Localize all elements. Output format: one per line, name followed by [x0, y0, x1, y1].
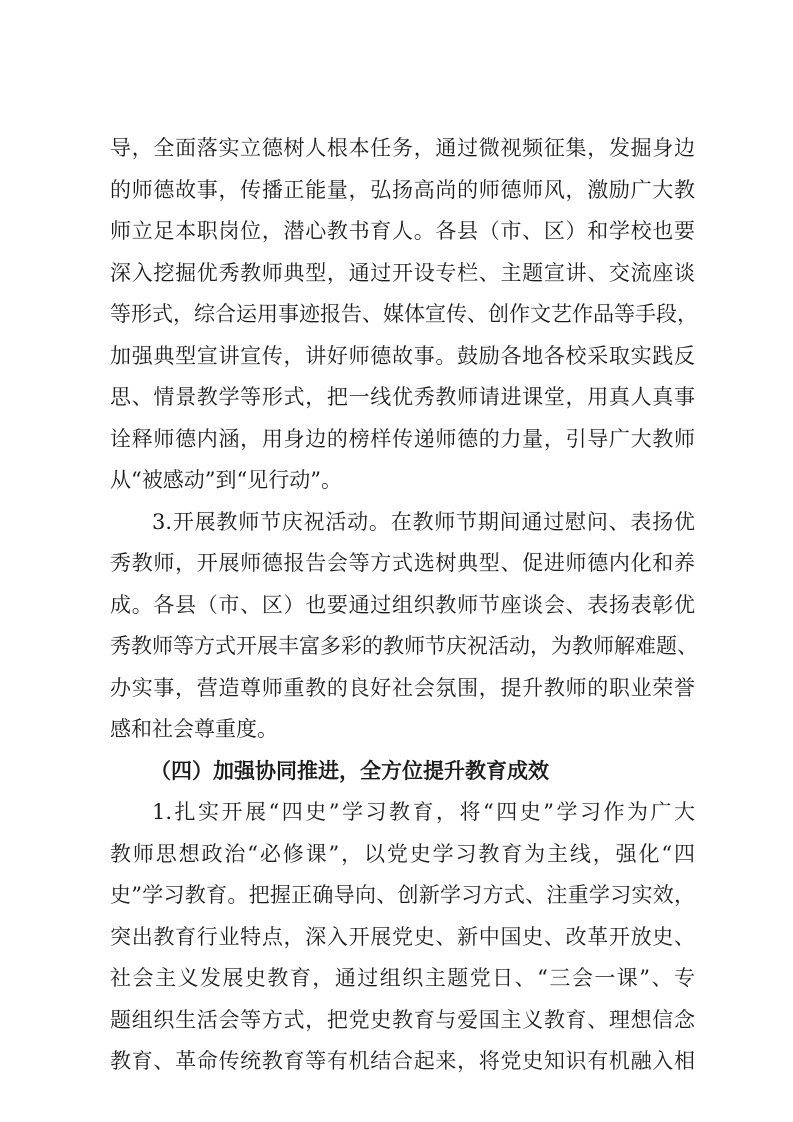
paragraph-line: 史”学习教育。把握正确导向、创新学习方式、注重学习实效，	[110, 883, 695, 907]
paragraph-line: 加强典型宣讲宣传，讲好师德故事。鼓励各地各校采取实践反	[110, 344, 695, 368]
paragraph-line: 从“被感动”到“见行动”。	[110, 468, 342, 492]
paragraph-line: 感和社会尊重度。	[110, 717, 278, 741]
paragraph-line: 深入挖掘优秀教师典型，通过开设专栏、主题宣讲、交流座谈	[110, 261, 695, 285]
paragraph-line: 秀教师等方式开展丰富多彩的教师节庆祝活动，为教师解难题、	[110, 634, 698, 658]
paragraph-line: 等形式，综合运用事迹报告、媒体宣传、创作文艺作品等手段，	[110, 302, 698, 326]
paragraph-line: 的师德故事，传播正能量，弘扬高尚的师德师风，激励广大教	[110, 178, 695, 202]
paragraph-line: 社会主义发展史教育，通过组织主题党日、“三会一课”、专	[110, 966, 695, 990]
paragraph-line: 导，全面落实立德树人根本任务，通过微视频征集，发掘身边	[110, 136, 695, 160]
paragraph-line: 诠释师德内涵，用身边的榜样传递师德的力量，引导广大教师	[110, 427, 695, 451]
paragraph-line: 秀教师，开展师德报告会等方式选树典型、促进师德内化和养	[110, 551, 695, 575]
paragraph-line: 3.开展教师节庆祝活动。在教师节期间通过慰问、表扬优	[152, 510, 695, 534]
paragraph-line: 办实事，营造尊师重教的良好社会氛围，提升教师的职业荣誉	[110, 676, 695, 700]
paragraph-line: 思、情景教学等形式，把一线优秀教师请进课堂，用真人真事	[110, 385, 695, 409]
section-heading: （四）加强协同推进，全方位提升教育成效	[150, 758, 549, 783]
paragraph-line: 师立足本职岗位，潜心教书育人。各县（市、区）和学校也要	[110, 219, 695, 243]
paragraph-line: 成。各县（市、区）也要通过组织教师节座谈会、表扬表彰优	[110, 593, 695, 617]
paragraph-line: 教师思想政治“必修课”，以党史学习教育为主线，强化“四	[110, 842, 695, 866]
paragraph-line: 教育、革命传统教育等有机结合起来，将党史知识有机融入相	[110, 1049, 695, 1073]
paragraph-line: 题组织生活会等方式，把党史教育与爱国主义教育、理想信念	[110, 1008, 695, 1032]
paragraph-line: 突出教育行业特点，深入开展党史、新中国史、改革开放史、	[110, 925, 695, 949]
paragraph-line: 1.扎实开展“四史”学习教育，将“四史”学习作为广大	[152, 800, 695, 824]
